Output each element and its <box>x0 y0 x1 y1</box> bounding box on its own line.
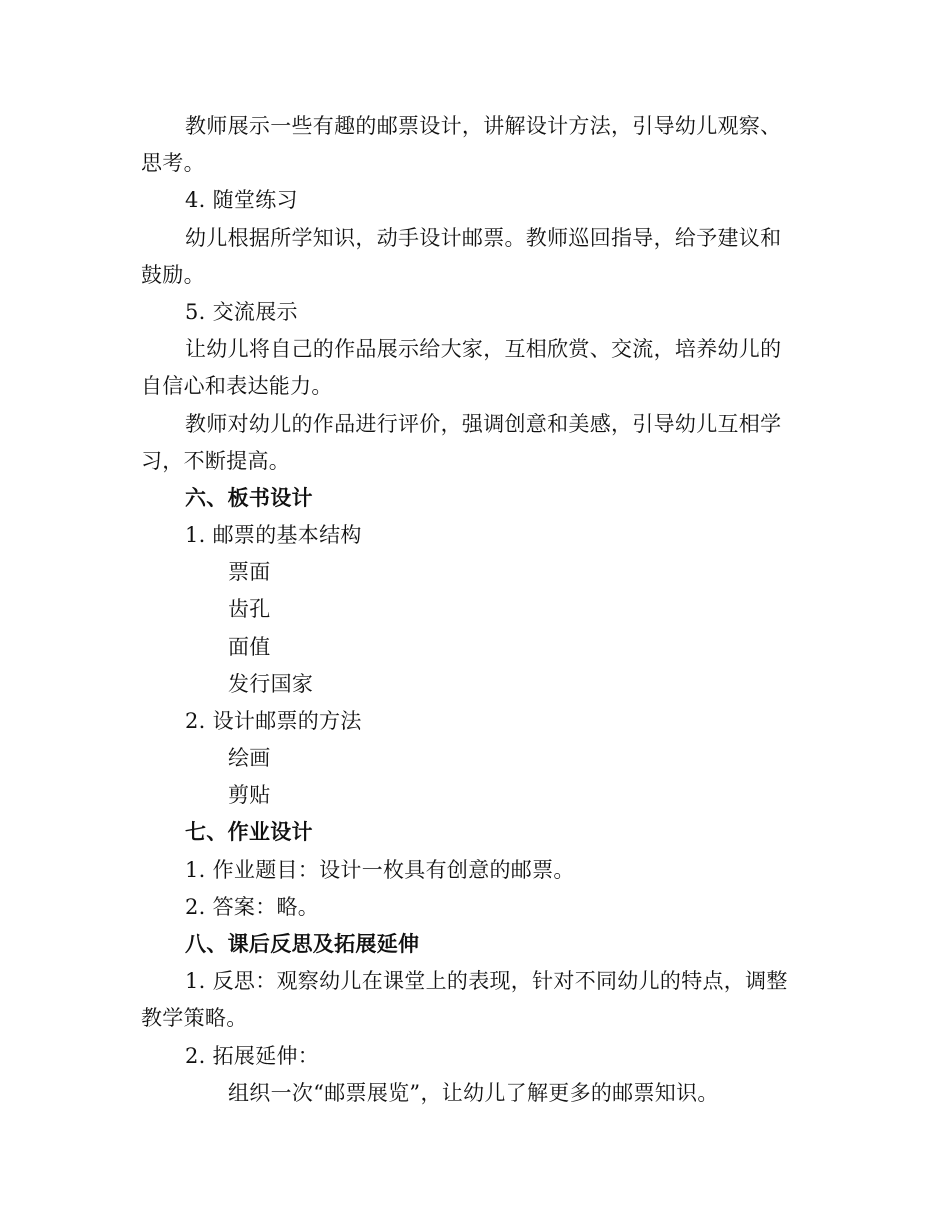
paragraph-line: 习，不断提高。 <box>141 449 291 473</box>
list-item: 2. 拓展延伸： <box>185 1044 320 1068</box>
paragraph-line: 自信心和表达能力。 <box>141 374 333 398</box>
sub-list-item: 票面 <box>228 560 271 584</box>
sub-list-item: 齿孔 <box>228 597 271 621</box>
paragraph-line: 幼儿根据所学知识，动手设计邮票。教师巡回指导，给予建议和 <box>185 226 782 250</box>
sub-list-item: 剪贴 <box>228 783 271 807</box>
list-item: 5. 交流展示 <box>185 300 298 324</box>
list-item: 2. 设计邮票的方法 <box>185 709 362 733</box>
list-item: 1. 作业题目：设计一枚具有创意的邮票。 <box>185 858 575 882</box>
paragraph-line: 教学策略。 <box>141 1006 248 1030</box>
paragraph-line: 教师对幼儿的作品进行评价，强调创意和美感，引导幼儿互相学 <box>185 412 782 436</box>
paragraph-line: 组织一次“邮票展览”，让幼儿了解更多的邮票知识。 <box>228 1081 719 1105</box>
section-heading: 八、课后反思及拓展延伸 <box>185 931 420 956</box>
sub-list-item: 发行国家 <box>228 672 314 696</box>
paragraph-line: 鼓励。 <box>141 263 205 287</box>
section-heading: 七、作业设计 <box>185 819 313 844</box>
list-item: 1. 反思：观察幼儿在课堂上的表现，针对不同幼儿的特点，调整 <box>185 969 788 993</box>
paragraph-line: 让幼儿将自己的作品展示给大家，互相欣赏、交流，培养幼儿的 <box>185 337 782 361</box>
sub-list-item: 面值 <box>228 635 271 659</box>
paragraph-line: 教师展示一些有趣的邮票设计，讲解设计方法，引导幼儿观察、 <box>185 114 782 138</box>
list-item: 1. 邮票的基本结构 <box>185 523 362 547</box>
sub-list-item: 绘画 <box>228 746 271 770</box>
list-item: 4. 随堂练习 <box>185 188 298 212</box>
paragraph-line: 思考。 <box>141 151 205 175</box>
list-item: 2. 答案：略。 <box>185 895 320 919</box>
section-heading: 六、板书设计 <box>185 485 313 510</box>
